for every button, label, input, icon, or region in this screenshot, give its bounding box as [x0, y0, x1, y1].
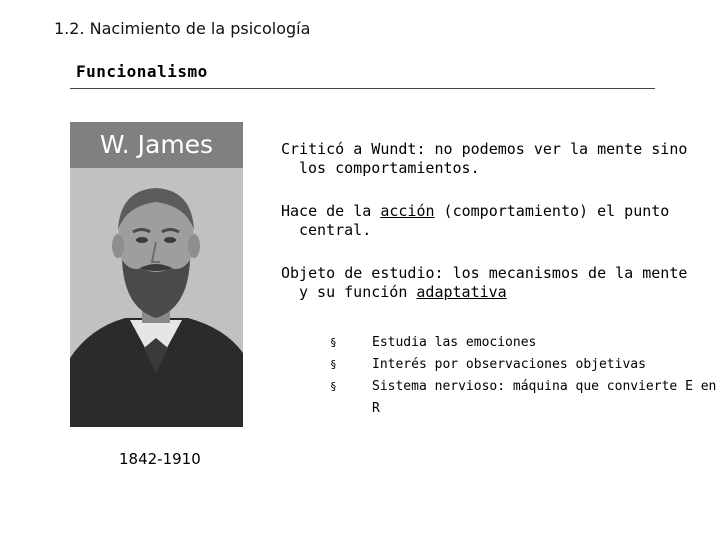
portrait-name: W. James	[70, 122, 243, 168]
bullet-icon: §	[330, 336, 337, 349]
point-object-before: Objeto de estudio: los mecanismos de la mente y su función	[281, 264, 688, 301]
slide-header: 1.2. Nacimiento de la psicología	[54, 19, 311, 38]
subpoint-item	[330, 354, 720, 376]
bullet-icon: §	[330, 380, 337, 393]
subpoint-text: Interés por observaciones objetivas	[372, 357, 646, 372]
subpoint-text: Sistema nervioso: máquina que convierte E en R	[372, 379, 717, 416]
section-title: Funcionalismo	[76, 62, 208, 81]
main-points	[281, 140, 701, 326]
point-object	[281, 264, 701, 302]
subpoints-list	[330, 332, 720, 420]
title-divider	[70, 88, 655, 89]
point-action	[281, 202, 701, 240]
point-action-after: (comportamiento) el punto central.	[299, 202, 670, 239]
point-action-underlined: acción	[380, 202, 435, 220]
subpoint-text: Estudia las emociones	[372, 335, 537, 350]
bullet-icon: §	[330, 358, 337, 371]
point-action-before: Hace de la	[281, 202, 381, 220]
subpoint-item	[330, 376, 720, 420]
lifespan-years: 1842-1910	[119, 450, 201, 468]
point-critique: Criticó a Wundt: no podemos ver la mente sino los comportamientos.	[281, 140, 688, 177]
subpoint-item	[330, 332, 720, 354]
point-object-underlined: adaptativa	[416, 283, 507, 301]
portrait-photo	[70, 168, 243, 427]
